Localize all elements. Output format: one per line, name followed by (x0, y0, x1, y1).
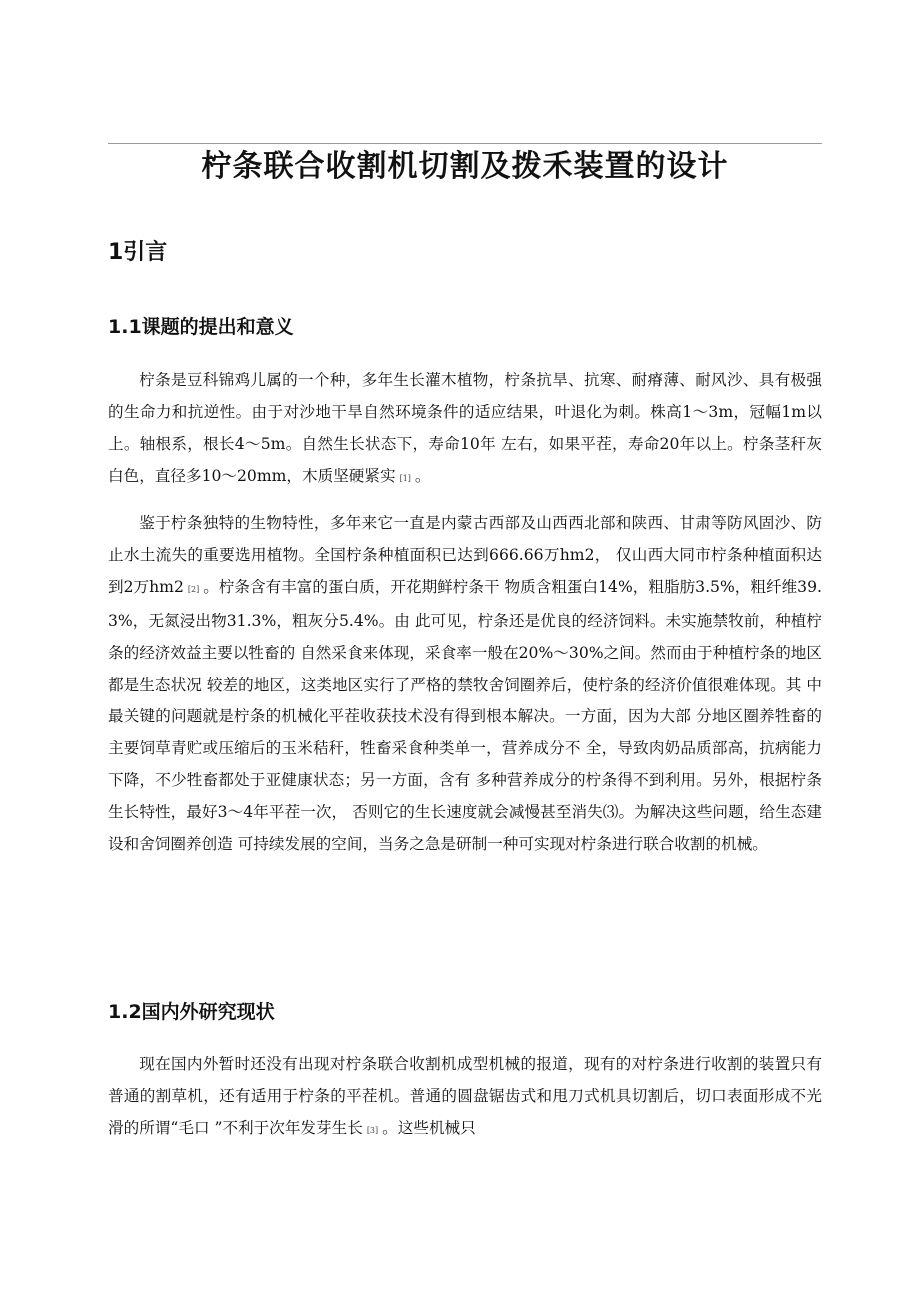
paragraph-2-tail: 。柠条含有丰富的蛋白质，开花期鲜柠条干 物质含粗蛋白14%，粗脂肪3.5%，粗纤维39.3%，无氮浸出物31.3%，粗灰分5.4%。由 此可见，柠条还是优良的经济饲料。未实施禁牧前，种植柠条的经济效益主要以牲畜的 自然采食来体现，采食率一般在20%～30%之间。然而由于种植柠条的地区都是生态状况 较差的地区，这类地区实行了严格的禁牧舍饲圈养后，使柠条的经济价值很难体现。其 中最关键的问题就是柠条的机械化平茬收获技术没有得到根本解决。一方面，因为大部 分地区圈养牲畜的主要饲草青贮或压缩后的玉米秸秆，牲畜采食种类单一，营养成分不 全，导致肉奶品质部高，抗病能力下降，不少牲畜都处于亚健康状态；另一方面，含有 多种营养成分的柠条得不到利用。另外，根据柠条生长特性，最好3～4年平茬一次， 否则它的生长速度就会减慢甚至消失⑶。为解决这些问题，给生态建设和舍饲圈养创造 可持续发展的空间，当务之急是研制一种可实现对柠条进行联合收割的机械。 (108, 577, 822, 854)
subsection-heading-1-2: 1.2国内外研究现状 (108, 1001, 275, 1023)
paragraph-1 (108, 365, 822, 495)
paragraph-3-text: 现在国内外暂时还没有出现对柠条联合收割机成型机械的报道，现有的对柠条进行收割的装置只有普通的割草机，还有适用于柠条的平茬机。普通的圆盘锯齿式和甩刀式机具切割后，切口表面形成不光滑的所谓“毛口 ”不利于次年发芽生长 (108, 1055, 822, 1137)
paragraph-3 (108, 1049, 822, 1147)
paragraph-2 (108, 508, 822, 861)
header-rule (108, 143, 822, 144)
document-title: 柠条联合收割机切割及拨禾装置的设计 (201, 149, 729, 184)
paragraph-1-tail: 。 (414, 466, 431, 485)
paragraph-1-text: 柠条是豆科锦鸡儿属的一个种，多年生长灌木植物，柠条抗旱、抗寒、耐瘠薄、耐风沙、具有极强的生命力和抗逆性。由于对沙地干旱自然环境条件的适应结果，叶退化为刺。株高1～3m，冠幅1m以上。轴根系，根长4～5m。自然生长状态下，寿命10年 左右，如果平茬，寿命20年以上。柠条茎秆灰白色，直径多10～20mm，木质坚硬紧实 (108, 371, 822, 485)
citation-2: [2] (187, 584, 200, 594)
citation-1: [1] (399, 473, 411, 483)
citation-3: [3] (366, 1125, 379, 1135)
section-heading-introduction: 1引言 (108, 240, 168, 265)
subsection-heading-1-1: 1.1课题的提出和意义 (108, 316, 294, 338)
paragraph-2-text: 鉴于柠条独特的生物特性，多年来它一直是内蒙古西部及山西西北部和陕西、甘肃等防风固沙、防止水土流失的重要选用植物。全国柠条种植面积已达到666.66万hm2， 仅山西大同市柠条种植面积达到2万hm2 (108, 514, 822, 596)
paragraph-3-tail: 。这些机械只 (382, 1118, 476, 1137)
